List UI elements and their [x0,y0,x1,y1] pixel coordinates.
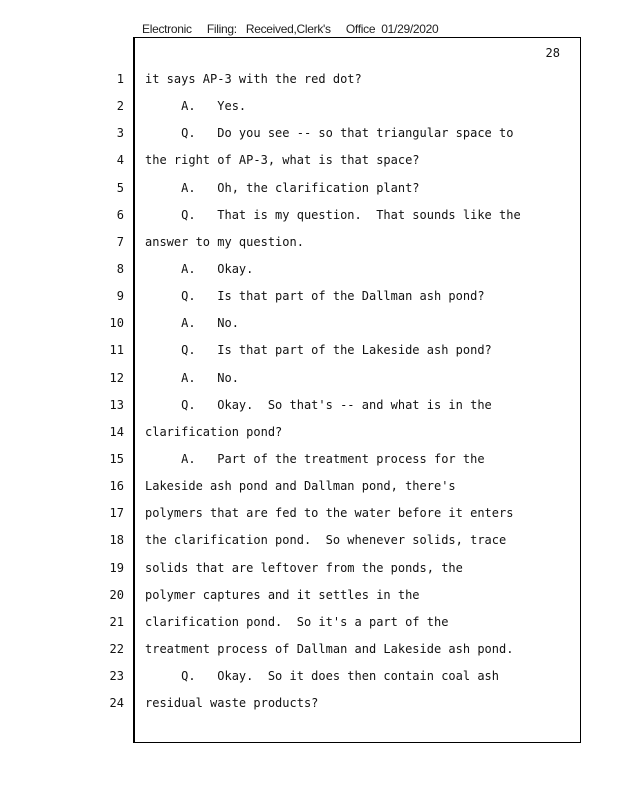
line-number: 9 [116,289,124,304]
transcript-line: treatment process of Dallman and Lakeside ash pond. [145,641,514,656]
line-number: 12 [109,370,124,385]
line-number: 8 [116,261,124,276]
transcript-line: A. Oh, the clarification plant? [145,180,420,195]
line-number: 24 [109,696,124,711]
line-number: 4 [116,153,124,168]
transcript-line: Q. Okay. So that's -- and what is in the [145,397,492,412]
line-number-column [100,66,124,717]
transcript-line: it says AP-3 with the red dot? [145,72,362,86]
transcript-text [145,66,575,717]
line-number: 15 [109,451,124,466]
transcript-line: A. Yes. [145,99,247,114]
transcript-line: Q. Okay. So it does then contain coal ash [145,669,500,684]
transcript-line: A. Part of the treatment process for the [145,451,485,466]
transcript-line: A. Okay. [145,261,254,276]
transcript-line: Q. Do you see -- so that triangular space to [145,126,514,141]
transcript-line: A. No. [145,316,239,331]
transcript-line: polymers that are fed to the water before it enters [145,506,514,521]
line-number: 21 [109,614,124,629]
transcript-line: Q. Is that part of the Dallman ash pond? [145,289,485,304]
line-number: 2 [116,99,124,114]
line-number: 16 [109,479,124,494]
line-number: 7 [116,234,124,249]
line-number: 22 [109,641,124,656]
line-number: 20 [109,587,124,602]
filing-stamp: Electronic Filing: Received,Clerk's Office 01/29/2020 [142,22,439,36]
line-number: 14 [109,424,124,439]
line-number: 13 [109,397,124,412]
transcript-line: residual waste products? [145,696,319,711]
line-number: 1 [116,72,124,86]
line-number: 18 [109,533,124,548]
transcript-line: clarification pond? [145,424,283,439]
transcript-line: Lakeside ash pond and Dallman pond, there's [145,479,456,494]
transcript-line: A. No. [145,370,239,385]
page-number: 28 [545,46,560,60]
transcript-line: Q. That is my question. That sounds like the [145,207,521,222]
transcript-line: Q. Is that part of the Lakeside ash pond? [145,343,492,358]
transcript-line: answer to my question. [145,234,304,249]
transcript-line: polymer captures and it settles in the [145,587,420,602]
transcript-line: clarification pond. So it's a part of the [145,614,449,629]
transcript-line: the clarification pond. So whenever solids, trace [145,533,507,548]
transcript-line: the right of AP-3, what is that space? [145,153,420,168]
line-number: 23 [109,669,124,684]
line-number: 6 [116,207,124,222]
line-number: 19 [109,560,124,575]
line-number: 3 [116,126,124,141]
line-number: 17 [109,506,124,521]
line-number: 10 [109,316,124,331]
line-number: 11 [109,343,124,358]
transcript-line: solids that are leftover from the ponds, the [145,560,463,575]
line-number: 5 [116,180,124,195]
